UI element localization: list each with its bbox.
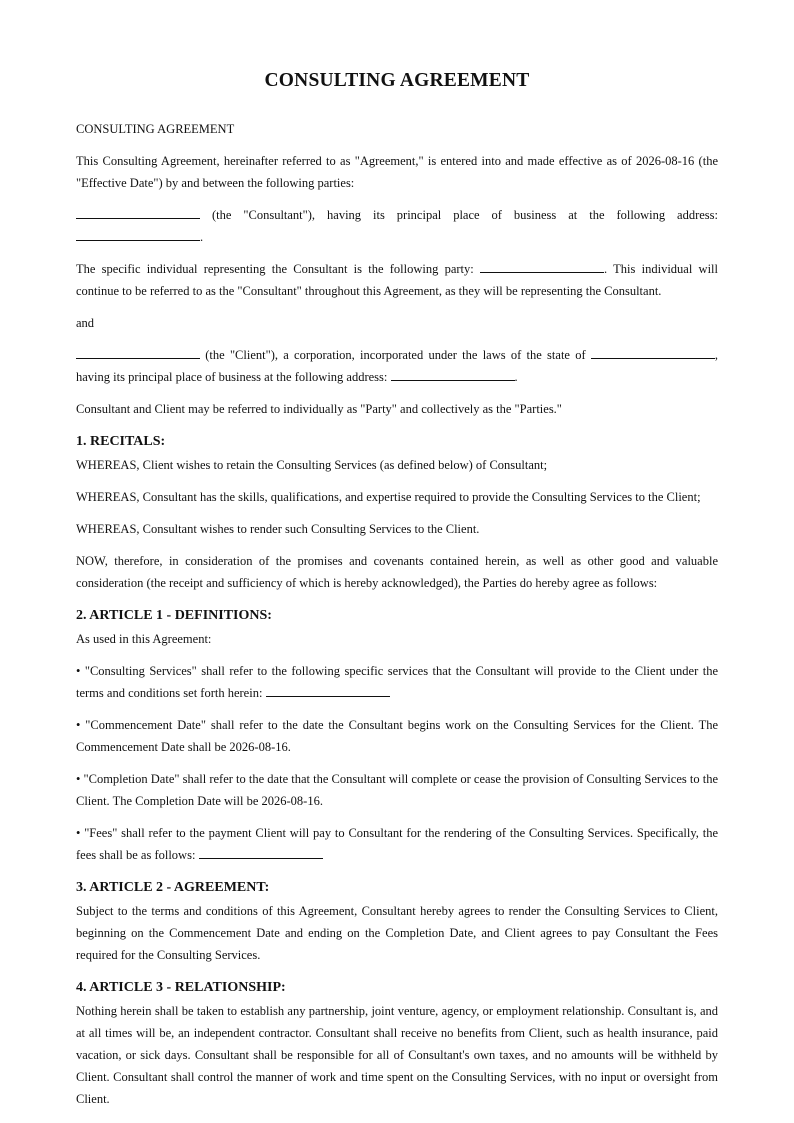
- recital-1: WHEREAS, Client wishes to retain the Consulting Services (as defined below) of Consultant;: [76, 458, 548, 472]
- fees-blank[interactable]: [199, 846, 323, 859]
- consultant-name-blank[interactable]: [76, 206, 200, 219]
- representative-text-post: . This individual will continue to be referred to as the "Consultant" throughout this Agreement, as they will be representing the Consultant.: [76, 262, 718, 298]
- agreement-paragraph: Subject to the terms and conditions of this Agreement, Consultant hereby agrees to render the Consulting Services to Client, beginning on the Commencement Date and ending on the Completion Date, and Client agrees to pay Consultant the Fees required for the Consulting Services.: [76, 904, 718, 962]
- definitions-intro: As used in this Agreement:: [76, 632, 212, 646]
- client-text-part1: (the "Client"), a corporation, incorporated under the laws of the state of: [205, 348, 586, 362]
- consulting-services-blank[interactable]: [266, 684, 390, 697]
- definition-completion-date: • "Completion Date" shall refer to the date that the Consultant will complete or cease the provision of Consulting Services to the Client. The Completion Date will be 2026-08-16.: [76, 772, 718, 808]
- relationship-paragraph: Nothing herein shall be taken to establish any partnership, joint venture, agency, or employment relationship. Consultant is, and at all times will be, an independent contractor. Consultant shall receive no benefits from Client, such as health insurance, paid vacation, or sick days. Consultant shall be responsible for all of Consultant's own taxes, and no amounts will be withheld by Client. Consultant shall control the manner of work and time spent on the Consulting Services, with no input or oversight from Client.: [76, 1004, 718, 1106]
- client-paragraph-period: .: [514, 370, 518, 384]
- client-name-blank[interactable]: [76, 346, 200, 359]
- relationship-heading: 4. ARTICLE 3 - RELATIONSHIP:: [76, 980, 286, 995]
- document-subtitle: CONSULTING AGREEMENT: [76, 122, 235, 136]
- client-paragraph: [76, 344, 718, 388]
- representative-text-pre: The specific individual representing the Consultant is the following party:: [76, 262, 474, 276]
- definition-fees-text: • "Fees" shall refer to the payment Client will pay to Consultant for the rendering of the Consulting Services. Specifically, the fees shall be as follows:: [76, 826, 718, 862]
- client-state-blank[interactable]: [591, 346, 715, 359]
- representative-name-blank[interactable]: [480, 260, 604, 273]
- recital-4: NOW, therefore, in consideration of the promises and covenants contained herein, as well as other good and valuable consideration (the receipt and sufficiency of which is hereby acknowledged), the Parties do hereby agree as follows:: [76, 554, 718, 590]
- consultant-paragraph-text: (the "Consultant"), having its principal place of business at the following address:: [211, 208, 719, 222]
- intro-paragraph: This Consulting Agreement, hereinafter referred to as "Agreement," is entered into and made effective as of 2026-08-16 (the "Effective Date") by and between the following parties:: [76, 154, 718, 190]
- recital-3: WHEREAS, Consultant wishes to render such Consulting Services to the Client.: [76, 522, 480, 536]
- representative-paragraph: [76, 258, 718, 302]
- recitals-heading: 1. RECITALS:: [76, 434, 166, 449]
- document-title: CONSULTING AGREEMENT: [264, 70, 530, 91]
- consultant-address-blank[interactable]: [76, 228, 200, 241]
- definitions-heading: 2. ARTICLE 1 - DEFINITIONS:: [76, 608, 272, 623]
- definition-fees: [76, 822, 718, 866]
- consultant-paragraph: [76, 204, 718, 248]
- definition-consulting-services-text: • "Consulting Services" shall refer to the following specific services that the Consultant will provide to the Client under the terms and conditions set forth herein:: [76, 664, 718, 700]
- and-separator: and: [76, 316, 95, 330]
- recital-2: WHEREAS, Consultant has the skills, qualifications, and expertise required to provide the Consulting Services to the Client;: [76, 490, 701, 504]
- client-address-blank[interactable]: [391, 368, 515, 381]
- consultant-paragraph-period: .: [200, 230, 204, 244]
- agreement-heading: 3. ARTICLE 2 - AGREEMENT:: [76, 880, 270, 895]
- parties-paragraph: Consultant and Client may be referred to individually as "Party" and collectively as the "Parties.": [76, 402, 562, 416]
- definition-commencement-date: • "Commencement Date" shall refer to the date the Consultant begins work on the Consulting Services for the Client. The Commencement Date shall be 2026-08-16.: [76, 718, 718, 754]
- definition-consulting-services: [76, 660, 718, 704]
- client-text-part2: , having its principal place of business at the following address:: [76, 348, 719, 384]
